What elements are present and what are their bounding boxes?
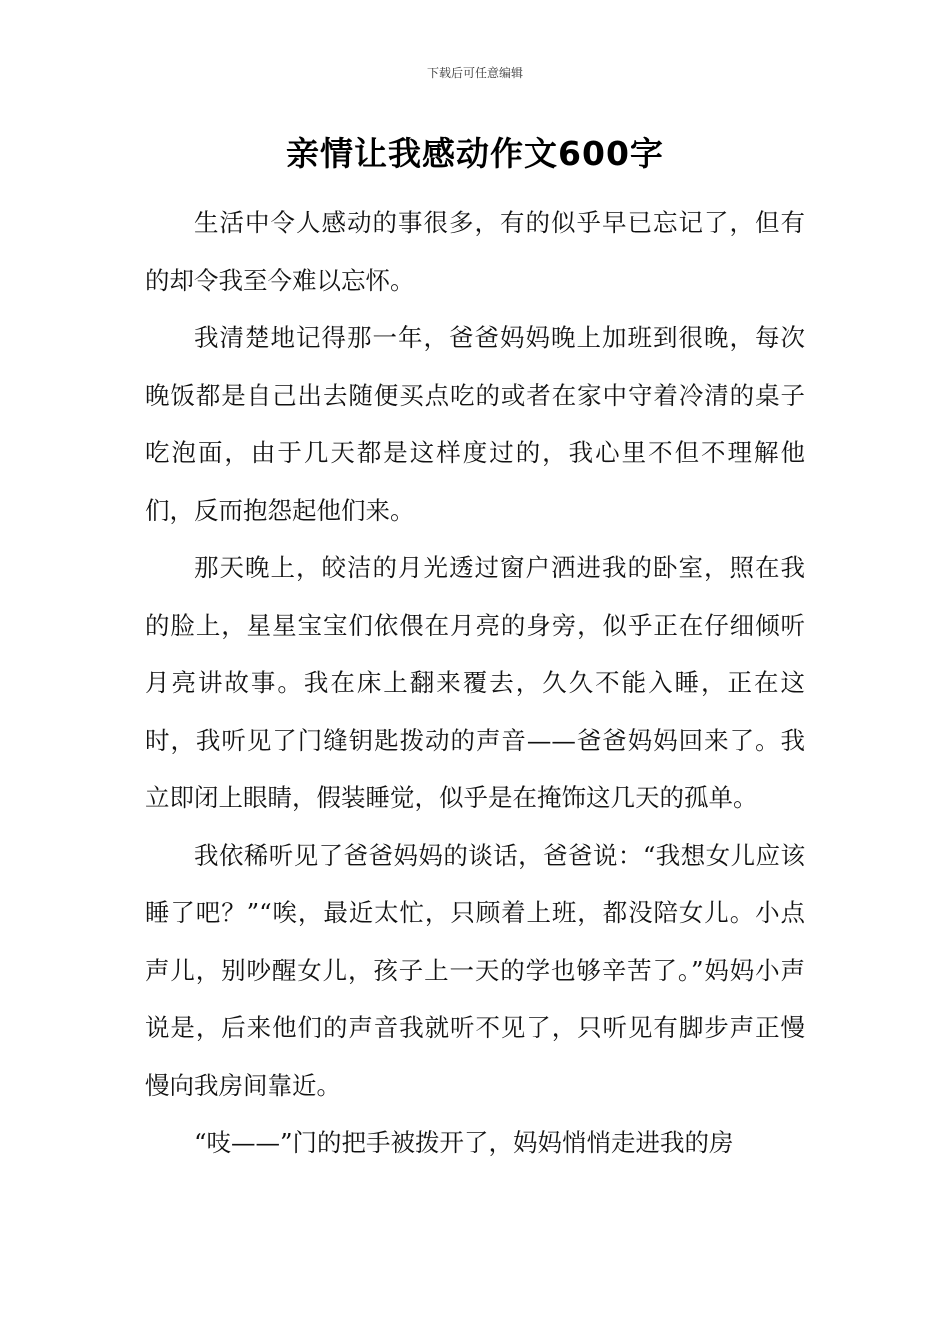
paragraph: 我依稀听见了爸爸妈妈的谈话，爸爸说：“我想女儿应该睡了吧？”“唉，最近太忙，只顾着上班，都没陪女儿。小点声儿，别吵醒女儿，孩子上一天的学也够辛苦了。”妈妈小声说是，后来他们的声音我就听不见了，只听见有脚步声正慢慢向我房间靠近。: [145, 840, 805, 1100]
paragraph: 那天晚上，皎洁的月光透过窗户洒进我的卧室，照在我的脸上，星星宝宝们依偎在月亮的身旁，似乎正在仔细倾听月亮讲故事。我在床上翻来覆去，久久不能入睡，正在这时，我听见了门缝钥匙拨动的声音——爸爸妈妈回来了。我立即闭上眼睛，假装睡觉，似乎是在掩饰这几天的孤单。: [145, 553, 805, 812]
paragraph: 生活中令人感动的事很多，有的似乎早已忘记了，但有的却令我至今难以忘怀。: [145, 208, 805, 295]
paragraph: “吱——”门的把手被拨开了，妈妈悄悄走进我的房: [194, 1128, 734, 1157]
essay-body: [145, 194, 805, 1172]
header-note: 下载后可任意编辑: [426, 66, 523, 80]
page-title: 亲情让我感动作文600字: [286, 134, 664, 173]
paragraph: 我清楚地记得那一年，爸爸妈妈晚上加班到很晚，每次晚饭都是自己出去随便买点吃的或者在家中守着冷清的桌子吃泡面，由于几天都是这样度过的，我心里不但不理解他们，反而抱怨起他们来。: [145, 323, 805, 525]
